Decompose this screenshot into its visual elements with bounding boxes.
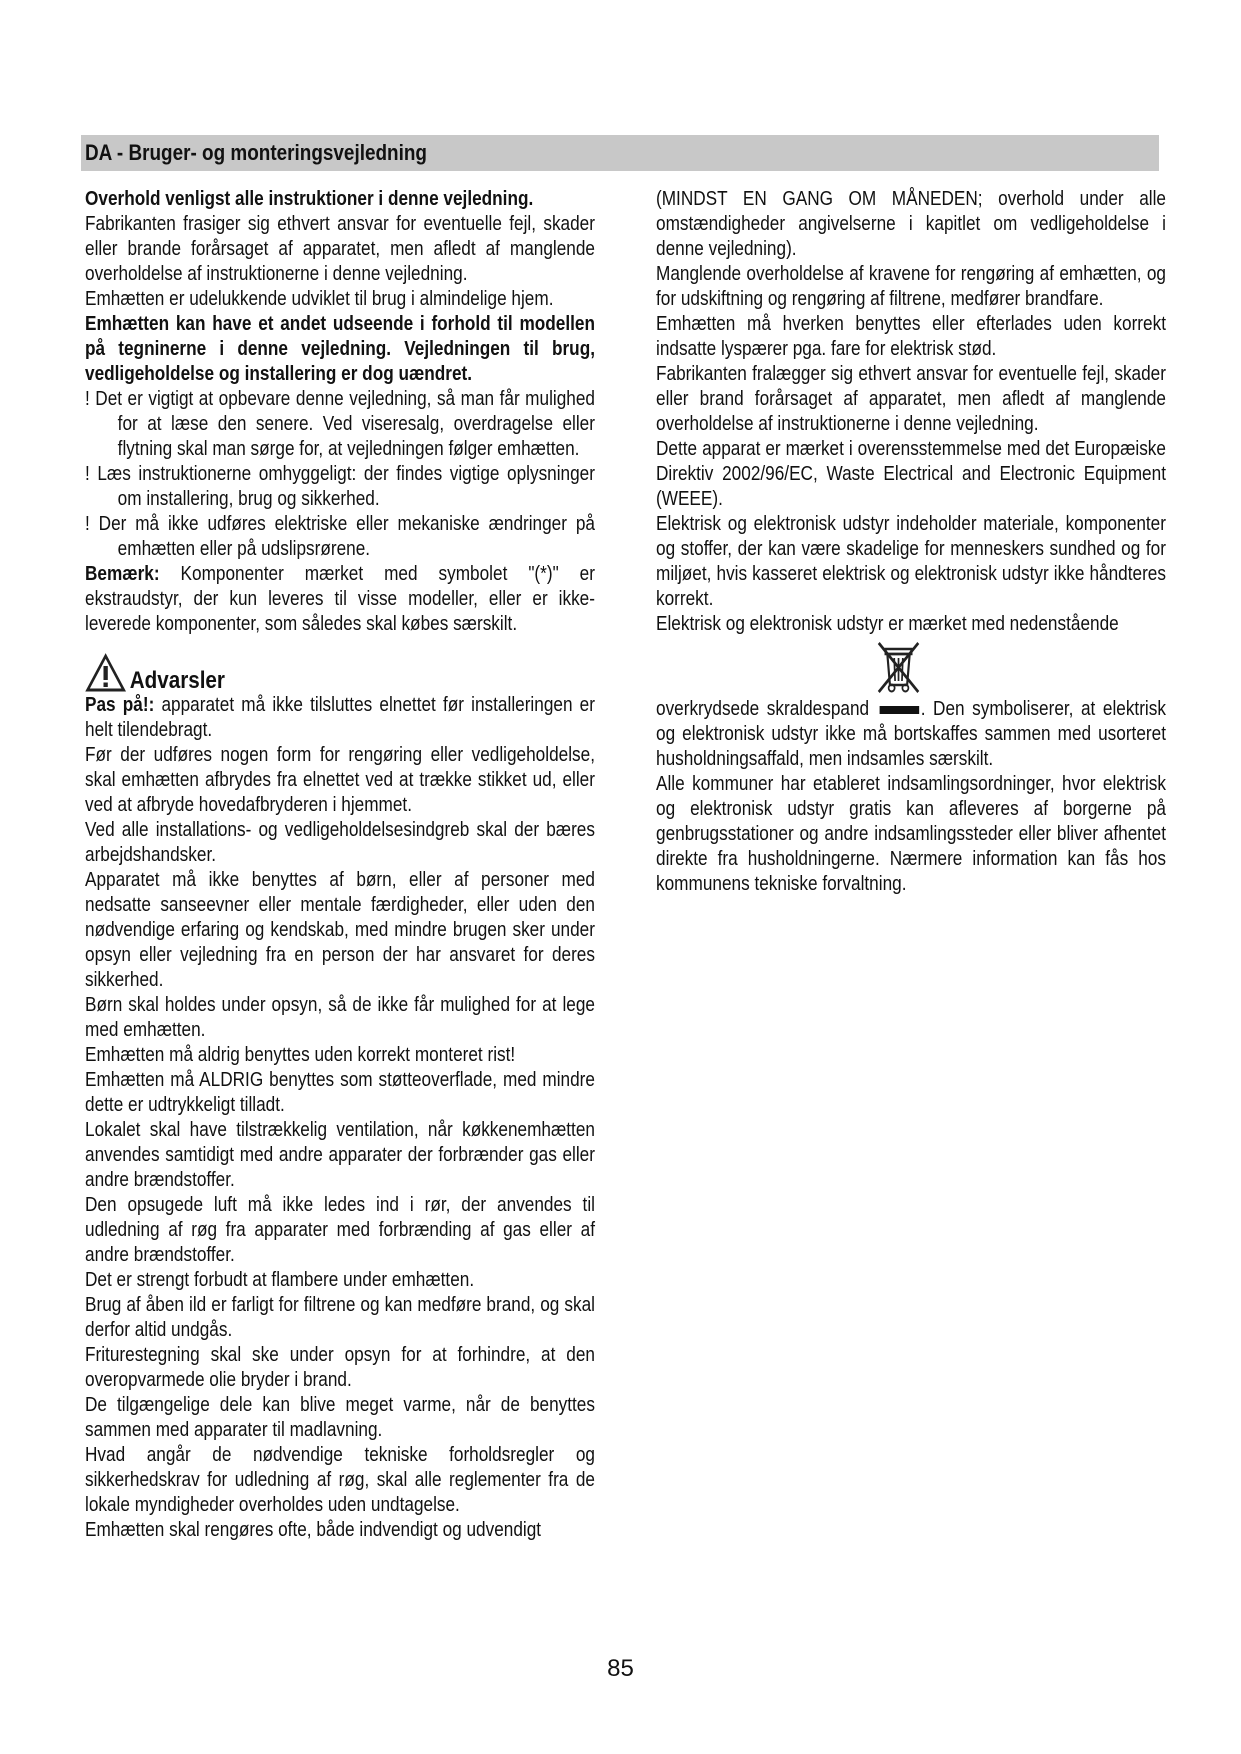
intro-paragraph: Emhætten er udelukkende udviklet til brug i almindelige hjem. — [85, 288, 554, 310]
warning-triangle-icon — [85, 653, 126, 693]
warning-paragraph: Emhætten skal rengøres ofte, både indvendigt og udvendigt — [85, 1519, 542, 1541]
warning-paragraph: Apparatet må ikke benyttes af børn, eller af personer med nedsatte sanseevner eller mentale færdigheder, eller uden den nødvendige erfaring og kendskab, med mindre brugen sker under opsyn eller vejledning fra en person der har ansvaret for deres sikkerhed. — [85, 869, 595, 991]
body-paragraph: Dette apparat er mærket i overensstemmelse med det Europæiske Direktiv 2002/96/EC, Waste Electrical and Electronic Equipment (WEEE). — [656, 438, 1166, 510]
appearance-notice: Emhætten kan have et andet udseende i forhold til modellen på tegninerne i denne vejledning. Vejledningen til brug, vedligeholdelse og installering er dog uændret. — [85, 313, 595, 385]
warning-paragraph: Friturestegning skal ske under opsyn for at forhindre, at den overopvarmede olie bryder i brand. — [85, 1344, 595, 1391]
note-paragraph — [85, 562, 595, 637]
warning-paragraph: Emhætten må ALDRIG benyttes som støtteoverflade, med mindre dette er udtrykkeligt tilladt. — [85, 1069, 595, 1116]
page-title: DA - Bruger- og monteringsvejledning — [85, 140, 427, 165]
notice-bullet: ! Det er vigtigt at opbevare denne vejledning, så man får mulighed for at læse den senere. Ved viseresalg, overdragelse eller flytning skal man sørge for, at vejledningen følger emhætten. — [85, 388, 595, 460]
warning-paragraph: Før der udføres nogen form for rengøring eller vedligeholdelse, skal emhætten afbrydes fra elnettet ved at trække stikket ud, eller ved at afbryde hovedafbryderen i hjemmet. — [85, 744, 595, 816]
body-paragraph: Elektrisk og elektronisk udstyr er mærket med nedenstående — [656, 613, 1119, 635]
weee-symbol — [656, 637, 1166, 697]
warning-paragraph: Børn skal holdes under opsyn, så de ikke får mulighed for at lege med emhætten. — [85, 994, 595, 1041]
body-paragraph: Fabrikanten fralægger sig ethvert ansvar for eventuelle fejl, skader eller brand forårsaget af apparatet, men afledt af manglende overholdelse af instruktionerne i denne vejledning. — [656, 363, 1166, 435]
page-number: 85 — [607, 1655, 634, 1682]
body-paragraph: Emhætten må hverken benyttes eller efterlades uden korrekt indsatte lyspærer pga. fare for elektrisk stød. — [656, 313, 1166, 360]
caution-paragraph — [85, 693, 595, 743]
crossed-out-bin-icon — [875, 639, 921, 695]
section-header-bar — [81, 135, 1159, 171]
notice-bullet: ! Der må ikke udføres elektriske eller mekaniske ændringer på emhætten eller på udslipsrørene. — [85, 513, 595, 560]
body-paragraph: Elektrisk og elektronisk udstyr indeholder materiale, komponenter og stoffer, der kan være skadelige for menneskers sundhed og for miljøet, hvis kasseret elektrisk og elektronisk udstyr ikke håndteres korrekt. — [656, 513, 1166, 610]
warning-paragraph: Emhætten må aldrig benyttes uden korrekt monteret rist! — [85, 1044, 516, 1066]
warning-paragraph: Det er strengt forbudt at flambere under emhætten. — [85, 1269, 475, 1291]
warning-paragraph: Den opsugede luft må ikke ledes ind i rør, der anvendes til udledning af røg fra apparater med forbrænding af gas eller af andre brændstoffer. — [85, 1194, 595, 1266]
caution-label: Pas på!: — [85, 694, 155, 716]
intro-heading: Overhold venligst alle instruktioner i denne vejledning. — [85, 188, 534, 210]
note-label: Bemærk: — [85, 563, 160, 585]
warning-paragraph: Ved alle installations- og vedligeholdelsesindgreb skal der bæres arbejdshandsker. — [85, 819, 595, 866]
black-bar-symbol — [879, 706, 919, 714]
body-paragraph: Alle kommuner har etableret indsamlingsordninger, hvor elektrisk og elektronisk udstyr gratis kan afleveres af borgerne på genbrugsstationer og andre indsamlingssteder eller bliver afhentet direkte fra husholdningerne. Nærmere information kan fås hos kommunens tekniske forvaltning. — [656, 773, 1166, 895]
body-paragraph: (MINDST EN GANG OM MÅNEDEN; overhold under alle omstændigheder angivelserne i kapitlet om vedligeholdelse i denne vejledning). — [656, 188, 1166, 260]
intro-paragraph: Fabrikanten frasiger sig ethvert ansvar for eventuelle fejl, skader eller brande forårsaget af apparatet, men afledt af manglende overholdelse af instruktionerne i denne vejledning. — [85, 213, 595, 285]
warning-paragraph: Lokalet skal have tilstrækkelig ventilation, når køkkenemhætten anvendes samtidigt med andre apparater der forbrænder gas eller andre brændstoffer. — [85, 1119, 595, 1191]
caution-text: apparatet må ikke tilsluttes elnettet før installeringen er helt tilendebragt. — [85, 694, 595, 741]
right-column — [656, 187, 1166, 897]
warnings-title: Advarsler — [129, 667, 225, 694]
body-paragraph: Manglende overholdelse af kravene for rengøring af emhætten, og for udskiftning og rengøring af filtrene, medfører brandfare. — [656, 263, 1166, 310]
warning-paragraph: Hvad angår de nødvendige tekniske forholdsregler og sikkerhedskrav for udledning af røg, skal alle reglementer fra de lokale myndigheder overholdes uden undtagelse. — [85, 1444, 595, 1516]
warnings-heading — [85, 653, 595, 693]
body-paragraph — [656, 697, 1166, 772]
bin-text-continued: . Den symboliserer, at elektrisk og elektronisk udstyr ikke må bortskaffes sammen med usorteret husholdningsaffald, men indsamles særskilt. — [656, 698, 1166, 770]
warning-paragraph: Brug af åben ild er farligt for filtrene og kan medføre brand, og skal derfor altid undgås. — [85, 1294, 595, 1341]
left-column — [85, 187, 595, 1543]
bin-text: overkrydsede skraldespand — [656, 698, 870, 720]
warning-paragraph: De tilgængelige dele kan blive meget varme, når de benyttes sammen med apparater til madlavning. — [85, 1394, 595, 1441]
note-text: Komponenter mærket med symbolet "(*)" er ekstraudstyr, der kun leveres til visse modeller, eller er ikke-leverede komponenter, som således skal købes særskilt. — [85, 563, 595, 635]
notice-bullet: ! Læs instruktionerne omhyggeligt: der findes vigtige oplysninger om installering, brug og sikkerhed. — [85, 463, 595, 510]
